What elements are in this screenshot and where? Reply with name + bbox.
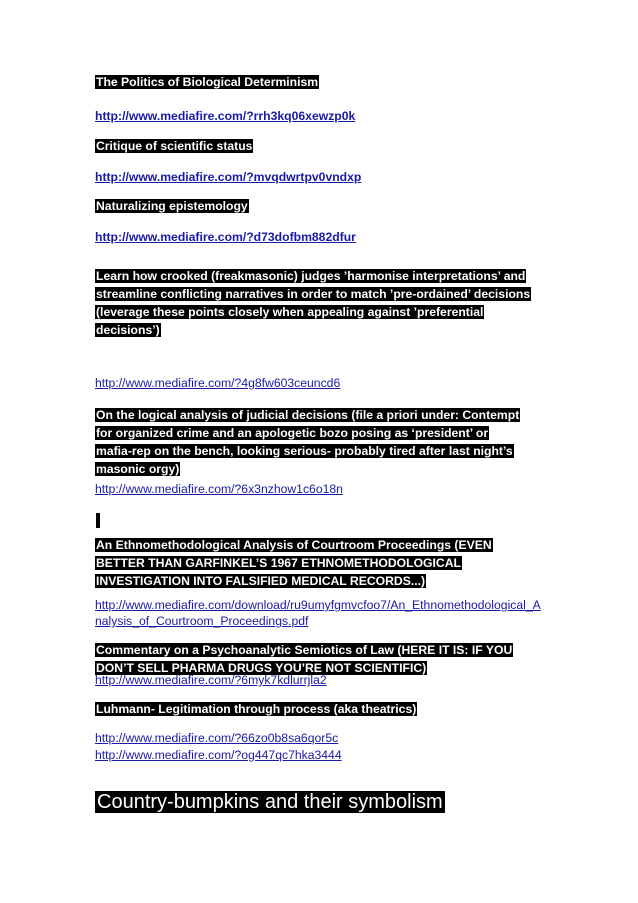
link-psychoanalytic-semiotics[interactable]: http://www.mediafire.com/?6myk7kdlurrjla2 (95, 673, 327, 687)
link-ethnomethodological-analysis[interactable]: http://www.mediafire.com/download/ru9umyfgmvcfoo7/An_Ethnomethodological_Analysis_of_Courtroom_Proceedings.pdf (95, 598, 541, 628)
link-biological-determinism[interactable]: http://www.mediafire.com/?rrh3kq06xewzp0k (95, 109, 356, 123)
heading-crooked-judges: Learn how crooked (freakmasonic) judges ’harmonise interpretations’ and streamline conflicting narratives in order to match ’pre-ordained’ decisions (leverage these points closely when appealing against ’preferential decisions’) (96, 269, 531, 337)
link-luhmann-2[interactable]: http://www.mediafire.com/?og447qc7hka3444 (95, 748, 342, 762)
heading-critique-scientific-status: Critique of scientific status (96, 139, 253, 153)
link-luhmann-1[interactable]: http://www.mediafire.com/?66zo0b8sa6qor5c (95, 731, 339, 745)
heading-biological-determinism: The Politics of Biological Determinism (96, 75, 319, 89)
section-title-country-bumpkins: Country-bumpkins and their symbolism (97, 791, 443, 813)
heading-ethnomethodological-analysis: An Ethnomethodological Analysis of Courtroom Proceedings (EVEN BETTER THAN GARFINKEL’S 1967 ETHNOMETHODOLOGICAL INVESTIGATION INTO FALSIFIED MEDICAL RECORDS...) (96, 538, 492, 588)
link-naturalizing-epistemology[interactable]: http://www.mediafire.com/?d73dofbm882dfur (95, 230, 356, 244)
heading-judicial-decisions: On the logical analysis of judicial decisions (file a priori under: Contempt for organized crime and an apologetic bozo posing as ‘president’ or mafia-rep on the bench, looking serious- probably tired after last night’s masonic orgy) (96, 408, 520, 476)
heading-luhmann-legitimation: Luhmann- Legitimation through process (aka theatrics) (96, 702, 417, 716)
link-crooked-judges[interactable]: http://www.mediafire.com/?4g8fw603ceuncd6 (95, 376, 341, 390)
heading-psychoanalytic-semiotics: Commentary on a Psychoanalytic Semiotics of Law (HERE IT IS: IF YOU DON’T SELL PHARMA DRUGS YOU’RE NOT SCIENTIFIC) (96, 643, 513, 675)
link-critique-scientific-status[interactable]: http://www.mediafire.com/?mvqdwrtpv0vndxp (95, 170, 362, 184)
link-judicial-decisions[interactable]: http://www.mediafire.com/?6x3nzhow1c6o18n (95, 482, 343, 496)
heading-naturalizing-epistemology: Naturalizing epistemology (96, 199, 248, 213)
text-cursor-bar (96, 513, 100, 528)
